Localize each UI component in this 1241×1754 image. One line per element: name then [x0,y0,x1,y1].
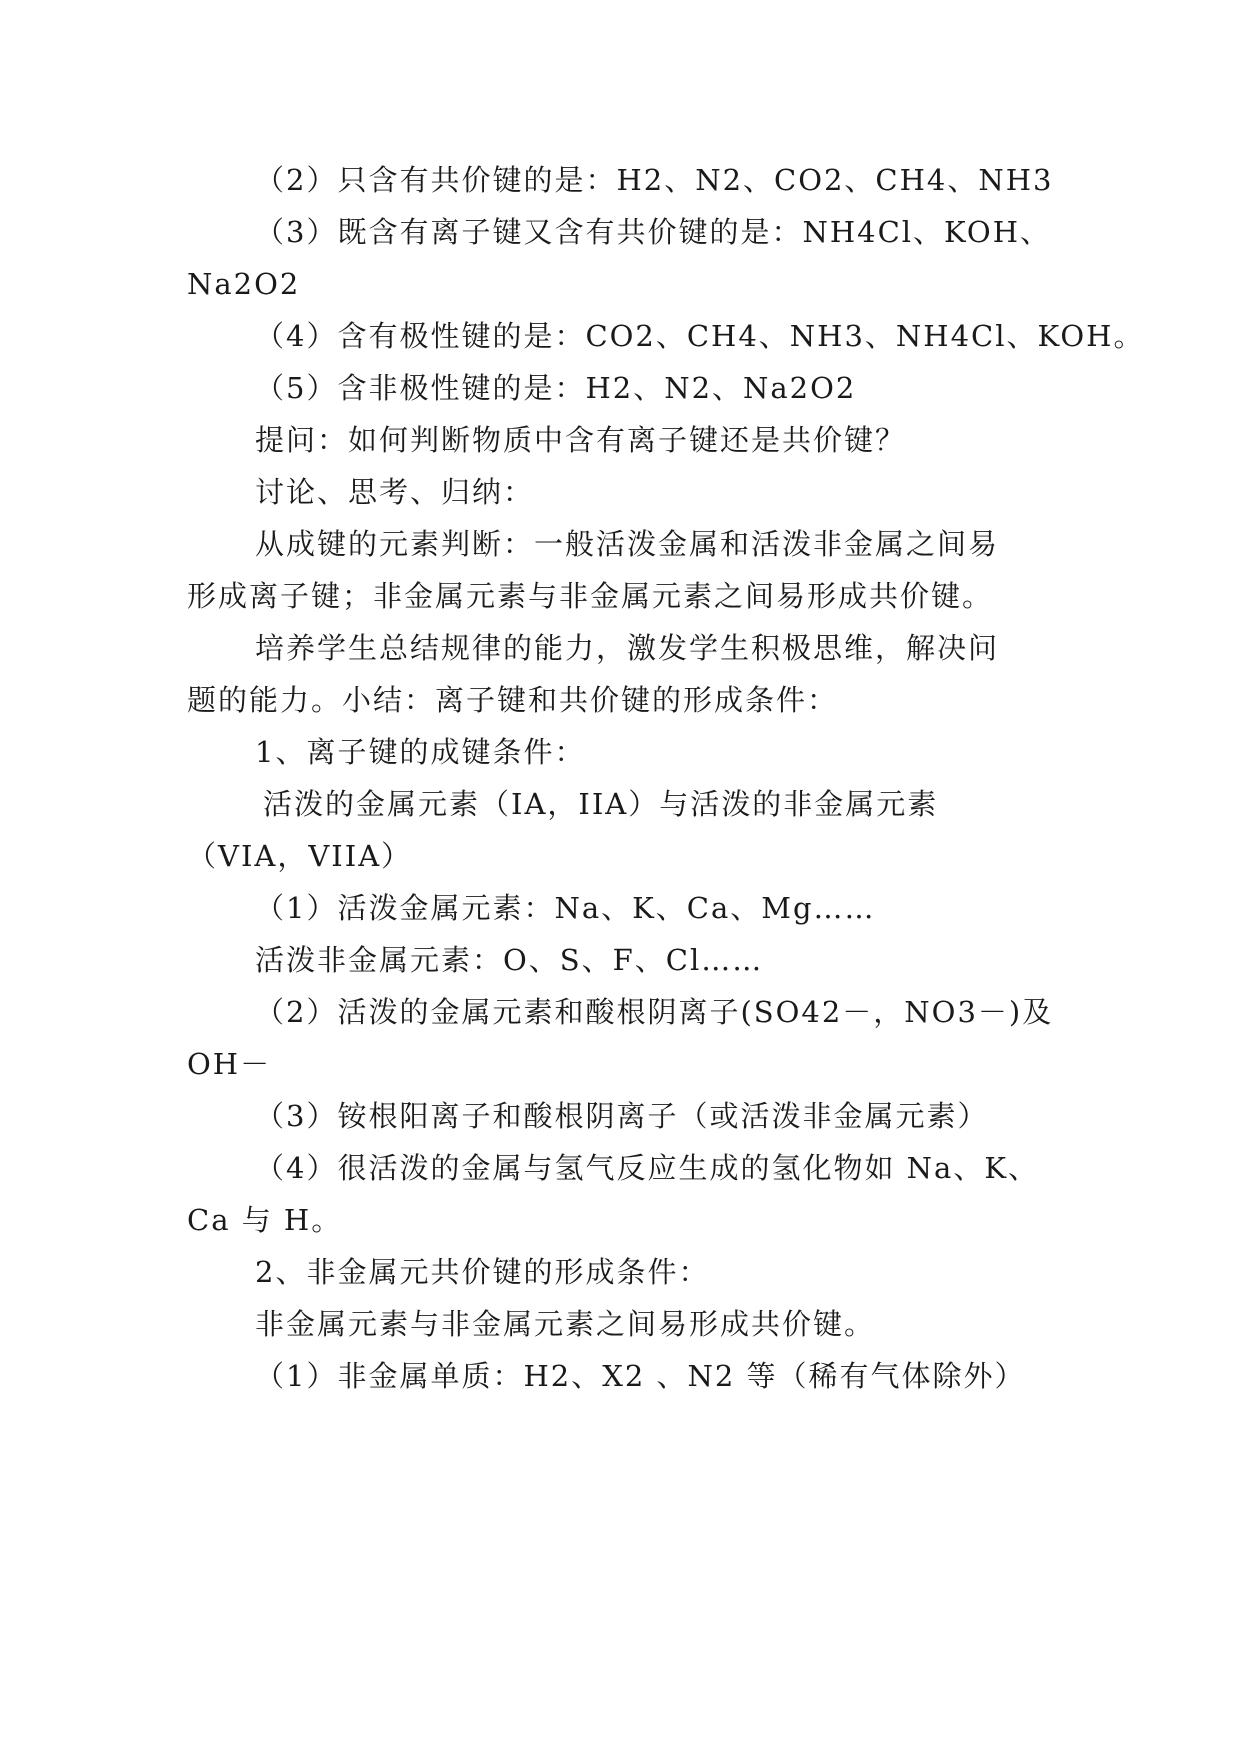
text-line: 非金属元素与非金属元素之间易形成共价键。 [255,1307,876,1341]
text-line: 培养学生总结规律的能力，激发学生积极思维，解决问 [255,631,1000,665]
text-line: Ca 与 H。 [187,1203,343,1237]
text-line: （4）很活泼的金属与氢气反应生成的氢化物如 Na、K、 [255,1151,1039,1185]
text-line: （1）非金属单质：H2、X2 、N2 等（稀有气体除外） [255,1359,1026,1393]
text-line: （2）只含有共价键的是：H2、N2、CO2、CH4、NH3 [255,163,1054,197]
text-line: OH－ [187,1047,272,1081]
text-line: （2）活泼的金属元素和酸根阴离子(SO42－，NO3－)及 [255,995,1054,1029]
text-line: 提问：如何判断物质中含有离子键还是共价键？ [255,423,907,457]
text-line: 2、非金属元共价键的形成条件： [255,1255,710,1289]
text-line: （4）含有极性键的是：CO2、CH4、NH3、NH4Cl、KOH。 [255,319,1145,353]
text-line: （3）既含有离子键又含有共价键的是：NH4Cl、KOH、 [255,215,1051,249]
text-line: （5）含非极性键的是：H2、N2、Na2O2 [255,371,857,405]
text-line: 活泼非金属元素：O、S、F、Cl…… [255,943,764,977]
text-line: Na2O2 [187,267,301,301]
text-line: 从成键的元素判断：一般活泼金属和活泼非金属之间易 [255,527,1000,561]
text-line: （1）活泼金属元素：Na、K、Ca、Mg…… [255,891,876,925]
text-line: （3）铵根阳离子和酸根阴离子（或活泼非金属元素） [255,1099,989,1133]
text-line: 形成离子键；非金属元素与非金属元素之间易形成共价键。 [187,579,994,613]
text-line: 题的能力。小结：离子键和共价键的形成条件： [187,683,839,717]
text-line: 1、离子键的成键条件： [255,735,586,769]
text-line: 活泼的金属元素（IA，IIA）与活泼的非金属元素 [263,787,939,821]
text-line: （VIA，VIIA） [187,839,413,873]
text-line: 讨论、思考、归纳： [255,475,535,509]
